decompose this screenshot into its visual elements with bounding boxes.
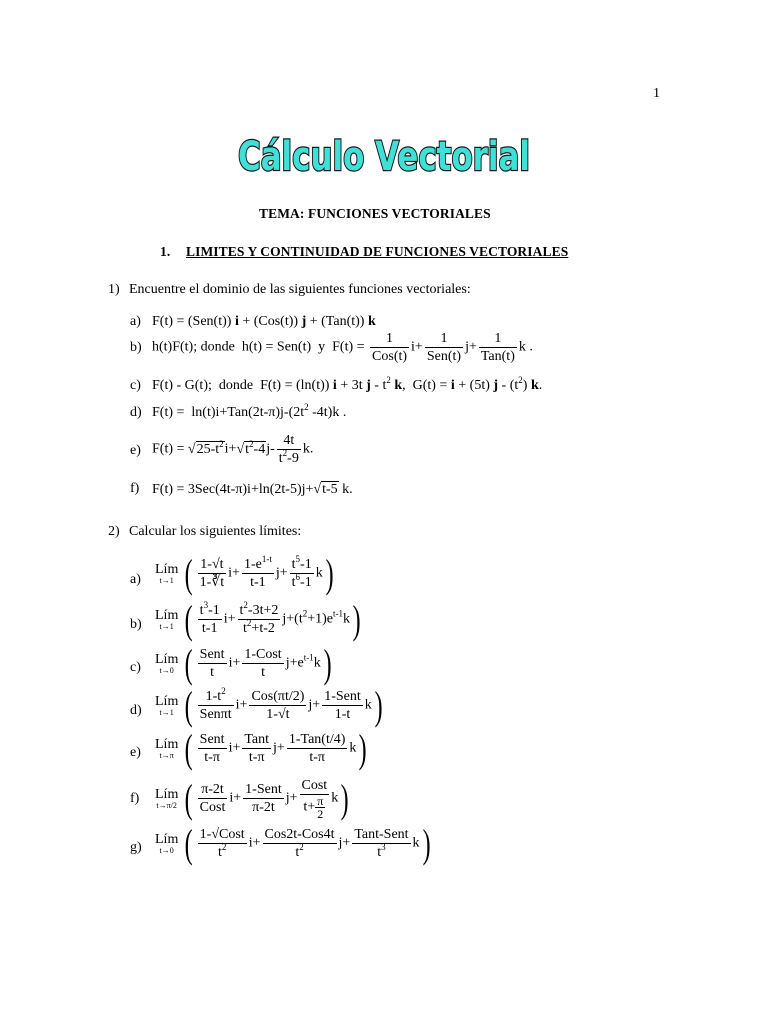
q2-item-b-formula: Lím t→1 ( $\frac{t^3-1}{t-1}$ i+ $\frac{t^2-3t+2}{t^2+t-2}$ $j+(t^2+1)e^{t-1}k$) — [155, 596, 361, 642]
q1-item-f-formula: F(t) = 3Sec(4t-π)i+ln(2t-5)j+√t-5 k. — [152, 482, 353, 497]
q2-item-e-formula: Lím t→π ( $\frac{\text{Sent}}{t-\pi}$ i+ $\frac{\text{Tant}}{t-\pi}$ j+ $\frac{\text{1-Tan(t/4)}}{t-\pi}$ k) — [155, 725, 368, 771]
q1-item-a-label: a) — [130, 314, 141, 329]
q2-item-e-label: e) — [130, 745, 141, 760]
q2-item-b-label: b) — [130, 617, 142, 632]
q2-item-c-label: c) — [130, 660, 141, 675]
q2-item-a-formula: Lím t→1 ( $\frac{1-√t}{1-∛t}$ i+ $\frac{1-e^{1-t}}{t-1}$ j+ $\frac{t^5-1}{t^6-1}$ k) — [155, 550, 334, 596]
q2-item-c-formula: Lím t→0 ( $\frac{\text{Sent}}{t}$ i+ $\frac{\text{1-Cost}}{t}$ $j+e^{t-1}k$) — [155, 640, 332, 686]
q1-label: 1) — [108, 282, 120, 297]
q2-item-g-label: g) — [130, 840, 142, 855]
q2-item-f-label: f) — [130, 791, 140, 806]
q1-item-c-formula: F(t) - G(t); donde F(t) = (ln(t)) i + 3t j - $t^2$ k, G(t) = i + (5t) j - $(t^2)$ k. — [152, 375, 543, 393]
logo-text: Cálculo Vectorial — [238, 134, 530, 180]
q1-item-b-formula: h(t)F(t); donde h(t) = Sen(t) y F(t) = $\frac{1}{\text{Cos(t)}}$ i+ $\frac{1}{\text{Sen(t)}}$ j+ $\frac{1}{\text{Tan(t)}}$ k . — [152, 331, 533, 364]
section-number: 1. — [160, 244, 171, 259]
q1-item-c-label: c) — [130, 378, 141, 393]
q2-item-a-label: a) — [130, 572, 141, 587]
q2-item-f-formula: Lím t→π/2 ( $\frac{\pi-2t}{\text{Cost}}$ i+ $\frac{\text{1-Sent}}{\pi-2t}$ j+ Cost t+ $\frac{\pi}{2}$ k) — [155, 775, 349, 821]
q1-item-b-label: b) — [130, 340, 142, 355]
section-title: LIMITES Y CONTINUIDAD DE FUNCIONES VECTORIALES — [186, 244, 569, 259]
q2-label: 2) — [108, 524, 120, 539]
q2-item-d-label: d) — [130, 703, 142, 718]
q2-item-g-formula: Lím t→0 ( $\frac{\text{1-√Cost}}{t^2}$ i+ $\frac{\text{Cos2t-Cos4t}}{t^2}$ j+ $\frac{\text{Tant-Sent}}{t^3}$ k) — [155, 820, 431, 866]
page-number: 1 — [653, 86, 660, 101]
q1-item-d-label: d) — [130, 405, 142, 420]
calculo-vectorial-logo — [230, 118, 540, 188]
q1-text: Encuentre el dominio de las siguientes funciones vectoriales: — [129, 282, 471, 297]
q2-item-d-formula: Lím t→1 ( $\frac{1-t^2}{\text{Senπt}}$ i+ $\frac{\text{Cos(πt/2)}}{1-√t}$ j+ $\frac{\text{1-Sent}}{1-t}$ k) — [155, 682, 383, 728]
q1-item-a-formula: F(t) = (Sen(t)) i + (Cos(t)) j + (Tan(t)) k — [152, 314, 376, 329]
q1-item-d-formula: $F(t) = \ln(t)i+Tan(2t-\pi)j-(2t^2$ -4t)k . — [152, 402, 347, 420]
q1-item-e-label: e) — [130, 443, 141, 458]
q1-item-e-formula: $F(t) = √25-t^2i+√t^2-4j-$ $\frac{4t}{t^2-9}$ k. — [152, 433, 314, 466]
tema-heading: TEMA: FUNCIONES VECTORIALES — [259, 206, 491, 221]
q1-item-f-label: f) — [130, 481, 140, 496]
q2-text: Calcular los siguientes límites: — [129, 524, 302, 539]
